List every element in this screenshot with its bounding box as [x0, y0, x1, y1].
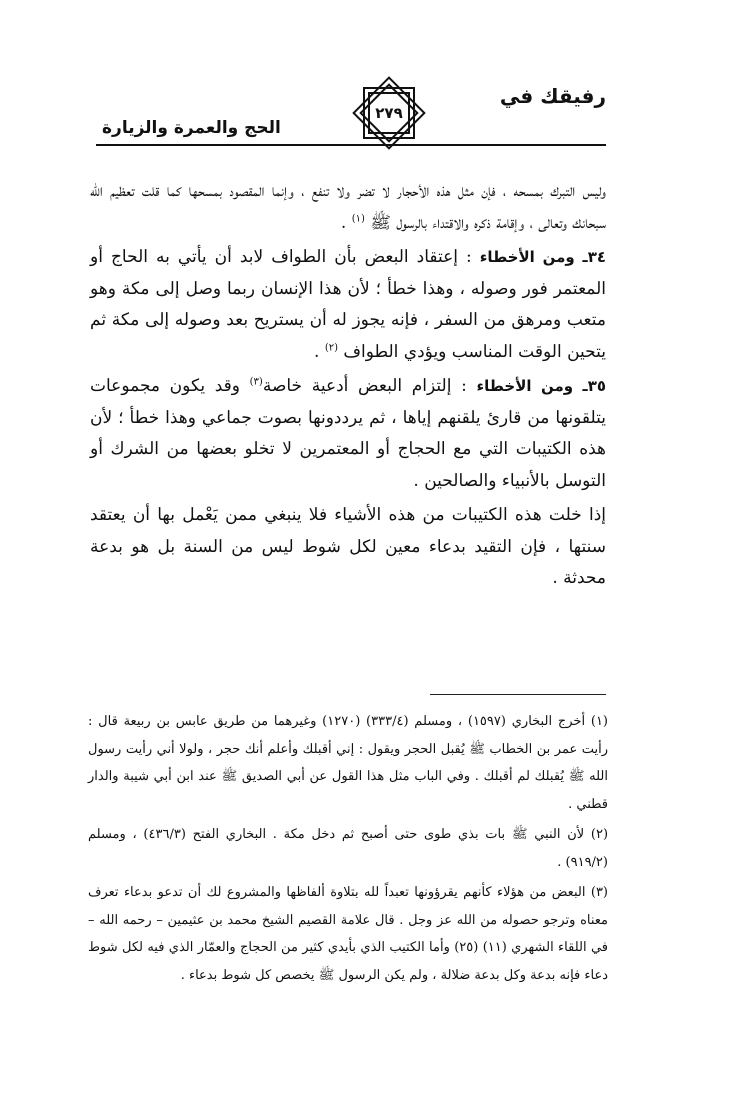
item-35-text-a: : إلتزام البعض أدعية خاصة — [262, 376, 467, 396]
page-number: ٢٧٩ — [375, 104, 403, 122]
intro-text: وليس التبرك بمسحه ، فإن مثل هذه الأحجار لا تضر ولا تنفع ، وإنما المقصود بمسحها كما قلت تعظيم الله سبحانك وتعالى ، وإقامة ذكره والاقتداء بالرسول ﷺ — [90, 181, 606, 233]
footnote-ref-3[interactable]: (٣) — [249, 376, 263, 388]
header-rule — [96, 144, 606, 146]
main-text — [90, 176, 606, 595]
paragraph-intro — [90, 176, 606, 239]
paragraph-item-35 — [90, 371, 606, 497]
paragraph-conclusion: إذا خلت هذه الكتيبات من هذه الأشياء فلا ينبغي ممن يَعْمل بها أن يعتقد سنتها ، فإن التقيد بدعاء معين لكل شوط ليس من السنة بل هو بدعة محدثة . — [90, 505, 606, 588]
book-title: رفيقك في — [499, 84, 606, 108]
item-35-text-b: وقد يكون مجموعات يتلقونها من قارئ يلقنهم إياها ، ثم يرددونها بصوت جماعي وهذا خطأ ؛ لأن هذه الكتيبات التي مع الحجاج أو المعتمرين لا تخلو بعضها من الشرك أو التوسل بالأنبياء والصالحين . — [90, 376, 606, 491]
item-34-label: ٣٤ـ ومن الأخطاء — [479, 248, 606, 266]
intro-end: . — [340, 212, 347, 233]
item-35-label: ٣٥ـ ومن الأخطاء — [476, 377, 606, 395]
footnote-3: (٣) البعض من هؤلاء كأنهم يقرؤونها تعبداً لله بتلاوة ألفاظها والمشروع لك أن تدعو بدعاء تعرف معناه وترجو حصوله من الله عز وجل . قال علامة القصيم الشيخ محمد بن عثيمين – رحمه الله – في اللقاء الشهري (١١) (٢٥) وأما الكتيب الذي بأيدي كثير من الحجاج والعمّار الذي فيه لكل شوط دعاء فإنه بدعة وكل بدعة ضلالة ، ولم يكن الرسول ﷺ يخصص كل شوط بدعاء . — [88, 885, 608, 983]
book-subtitle: الحج والعمرة والزيارة — [102, 118, 281, 138]
running-header — [96, 70, 606, 150]
item-34-end: . — [314, 341, 320, 362]
footnote-1: (١) أخرج البخاري (١٥٩٧) ، ومسلم (٣٣٣/٤) (١٢٧٠) وغيرهما من طريق عابس بن ربيعة قال : رأيت عمر بن الخطاب ﷺ يُقبل الحجر ويقول : إني أقبلك وأعلم أنك حجر ، ولولا أني رأيت رسول الله ﷺ يُقبلك لم أقبلك . وفي الباب مثل هذا القول عن أبي الصديق ﷺ عند ابن أبي شيبة والدار قطني . — [88, 714, 608, 812]
item-34-text: : إعتقاد البعض بأن الطواف لابد أن يأتي به الحاج أو المعتمر فور وصوله ، وهذا خطأ ؛ لأن هذا الإنسان ربما وصل إلى مكة وهو متعب ومرهق من السفر ، فإنه يجوز له أن يستريح بعد وصوله إلى مكة ثم يتحين الوقت المناسب ويؤدي الطواف — [90, 247, 606, 362]
footnote-ref-2[interactable]: (٢) — [324, 341, 338, 353]
footnote-separator — [430, 694, 606, 695]
footnote-ref-1[interactable]: (١) — [351, 212, 365, 224]
footnotes — [88, 708, 608, 989]
page-number-badge — [350, 74, 428, 152]
paragraph-item-34 — [90, 242, 606, 368]
footnote-2: (٢) لأن النبي ﷺ بات بذي طوى حتى أصبح ثم دخل مكة . البخاري الفتح (٤٣٦/٣) ، ومسلم (٩١٩/٢) . — [88, 827, 609, 870]
